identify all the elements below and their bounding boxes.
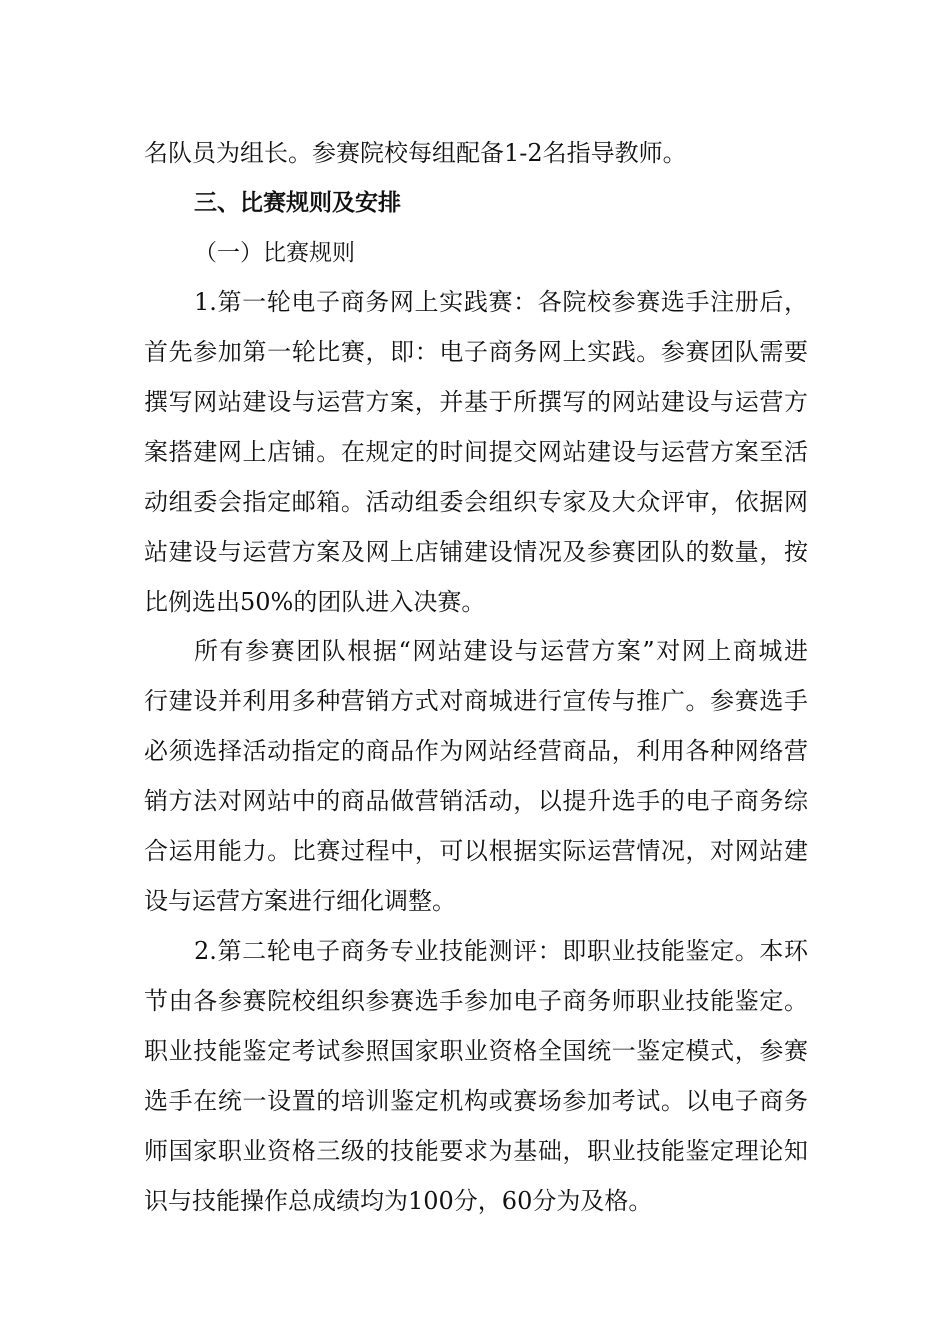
paragraph-line: 识与技能操作总成绩均为100分，60分为及格。 [144,1187,653,1215]
paragraph-line: 首先参加第一轮比赛，即：电子商务网上实践。参赛团队需要 [144,338,808,366]
section-heading: 三、比赛规则及安排 [194,190,401,216]
paragraph-line: 销方法对网站中的商品做营销活动，以提升选手的电子商务综 [144,787,808,815]
subsection-heading: （一）比赛规则 [194,240,355,266]
paragraph-line: 名队员为组长。参赛院校每组配备1-2名指导教师。 [144,139,687,167]
paragraph-line: 案搭建网上店铺。在规定的时间提交网站建设与运营方案至活 [144,438,808,466]
paragraph-line: 撰写网站建设与运营方案，并基于所撰写的网站建设与运营方 [144,388,808,416]
paragraph-line: 选手在统一设置的培训鉴定机构或赛场参加考试。以电子商务 [144,1087,808,1115]
paragraph-line: 动组委会指定邮箱。活动组委会组织专家及大众评审，依据网 [144,488,808,516]
paragraph-line: 比例选出50%的团队进入决赛。 [144,588,486,616]
paragraph-line: 行建设并利用多种营销方式对商城进行宣传与推广。参赛选手 [144,687,808,715]
paragraph-line: 1.第一轮电子商务网上实践赛：各院校参赛选手注册后， [194,288,808,316]
paragraph-line: 所有参赛团队根据“网站建设与运营方案”对网上商城进 [194,637,808,665]
paragraph-line: 合运用能力。比赛过程中，可以根据实际运营情况，对网站建 [144,837,808,865]
paragraph-line: 职业技能鉴定考试参照国家职业资格全国统一鉴定模式，参赛 [144,1037,808,1065]
paragraph-line: 设与运营方案进行细化调整。 [144,887,456,915]
paragraph-line: 节由各参赛院校组织参赛选手参加电子商务师职业技能鉴定。 [144,987,808,1015]
paragraph-line: 必须选择活动指定的商品作为网站经营商品，利用各种网络营 [144,737,808,765]
paragraph-line: 师国家职业资格三级的技能要求为基础，职业技能鉴定理论知 [144,1137,808,1165]
paragraph-line: 2.第二轮电子商务专业技能测评：即职业技能鉴定。本环 [194,937,808,965]
paragraph-line: 站建设与运营方案及网上店铺建设情况及参赛团队的数量，按 [144,538,808,566]
